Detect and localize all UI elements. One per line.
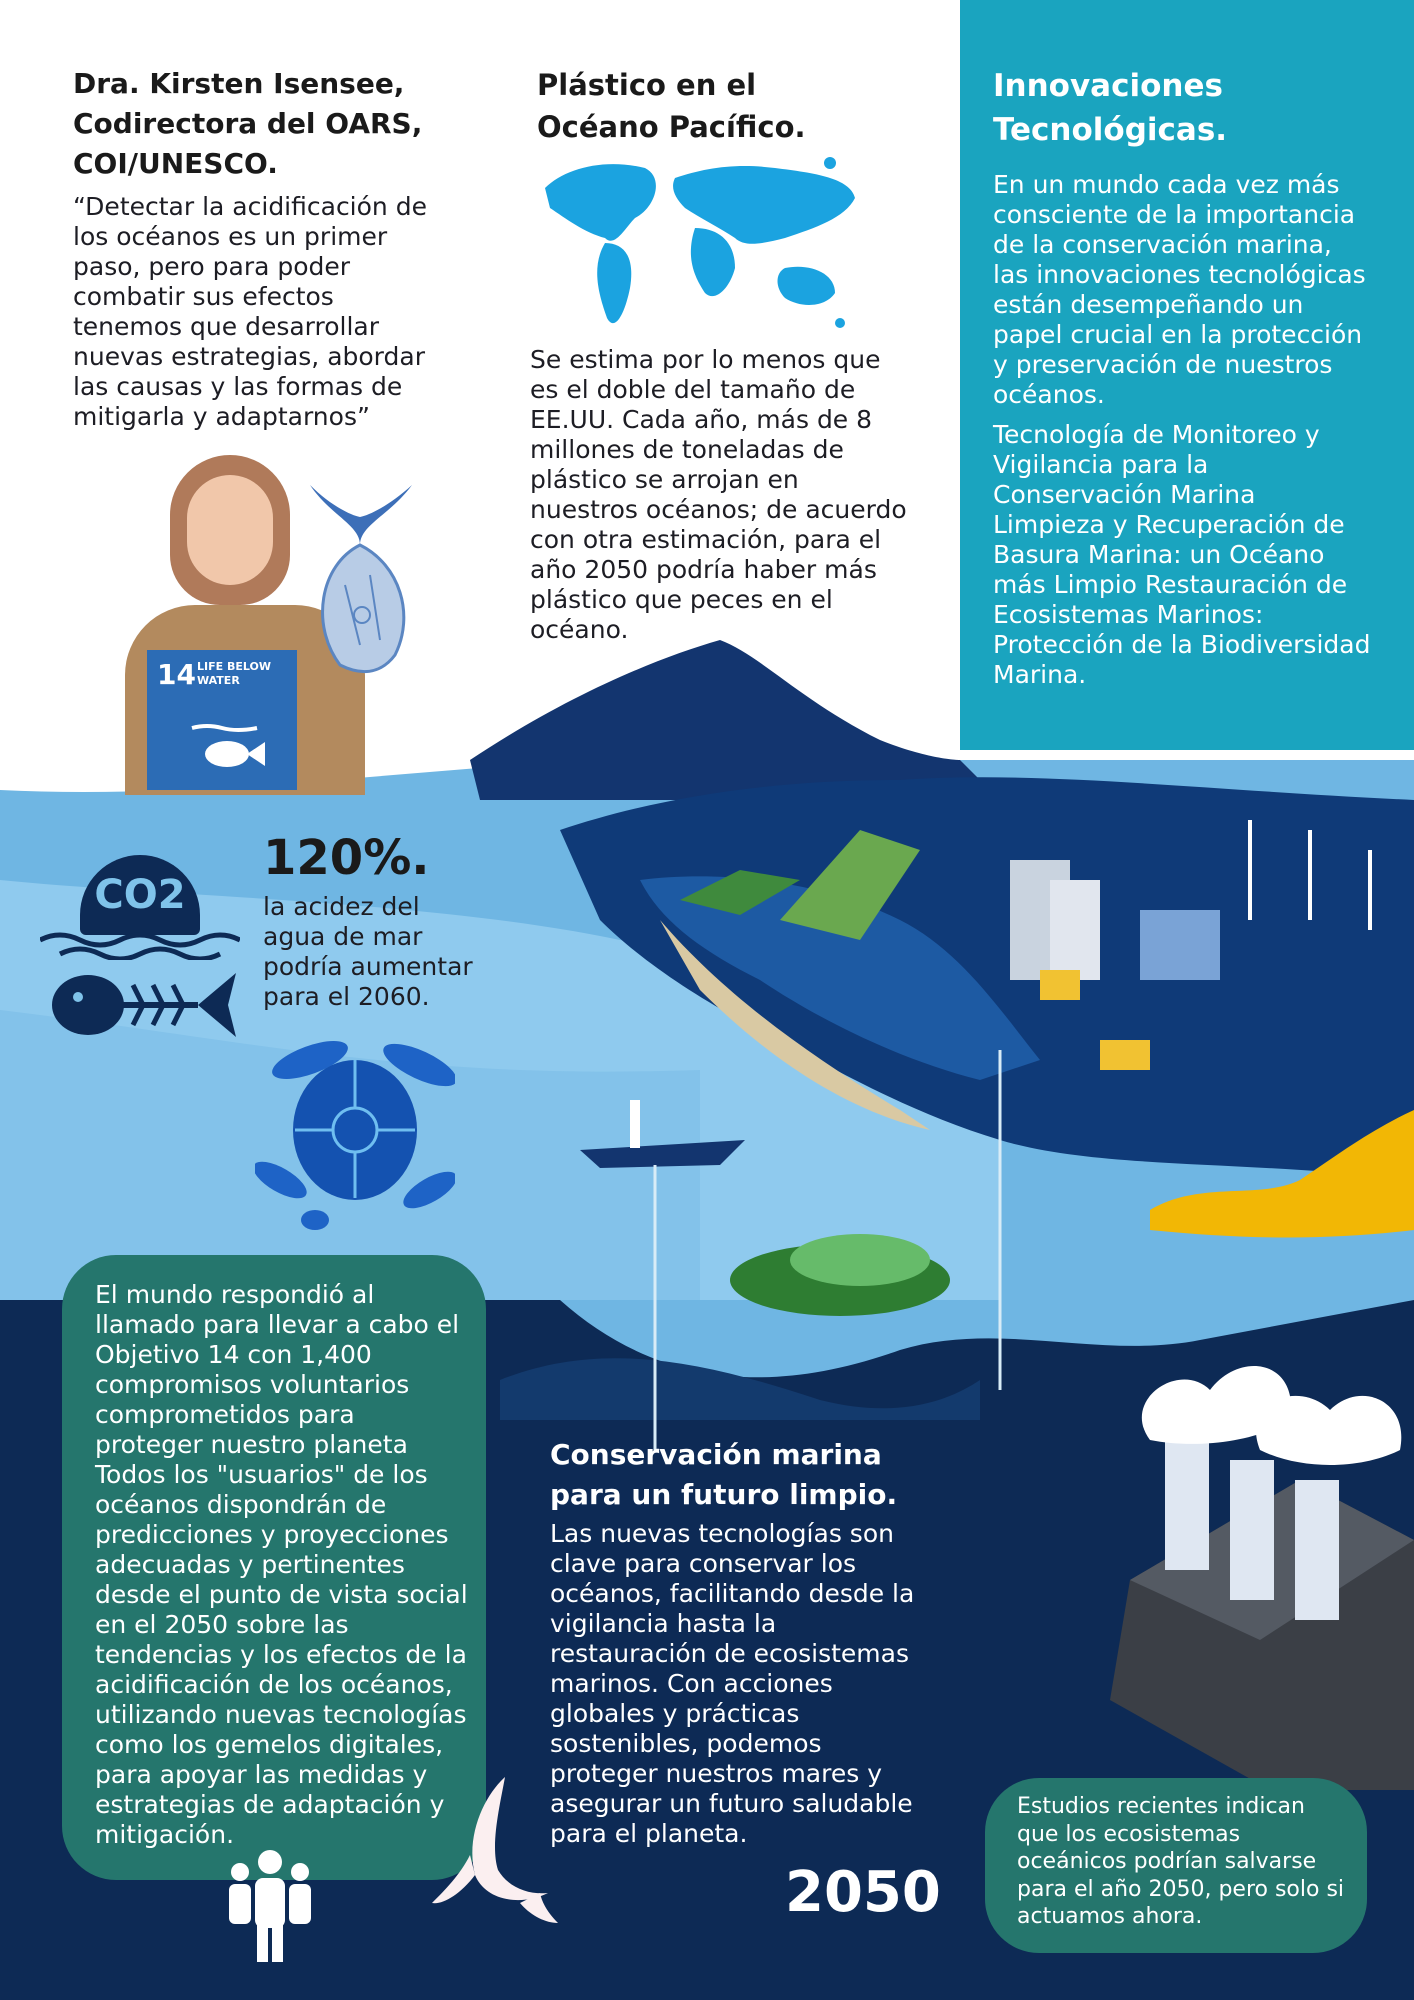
conservation-text: Las nuevas tecnologías son clave para conservar los océanos, facilitando desde la vigilancia hasta la restauración de ecosistemas marinos. Con acciones globales y prácticas sostenibles, podemos proteger nuestros mares y asegurar un futuro saludable para el planeta. [550,1519,915,1848]
quote-text: “Detectar la acidificación de los océanos es un primer paso, pero para poder combatir sus efectos tenemos que desarrollar nuevas estrategias, abordar las causas y las formas de mitigarla y adaptarnos” [73,192,427,431]
innovation-title: Innovaciones Tecnológicas. [993,68,1228,148]
year-2050: 2050 [785,1860,941,1925]
portrait-face [187,475,273,585]
acidity-stat: 120%. [263,830,430,886]
commitments-text: El mundo respondió al llamado para llevar a cabo el Objetivo 14 con 1,400 compromisos voluntarios comprometidos para proteger nuestro planeta Todos los "usuarios" de los océanos dispondrán de predicciones y proyecciones adecuadas y pertinentes desde el punto de vista social en el 2050 sobre las tendencias y los efectos de la acidificación de los océanos, utilizando nuevas tecnologías como los gemelos digitales, para apoyar las medidas y estrategias de adaptación y mitigación. [95,1280,468,1849]
innovation-section [993,64,1373,690]
sdg-number: 14 [157,658,196,691]
world-map-icon [535,148,865,338]
fish-bones-icon [48,965,238,1045]
waves-icon [40,930,240,960]
quote-author: Dra. Kirsten Isensee, Codirectora del OARS, COI/UNESCO. [73,67,423,180]
plastic-section [537,64,837,148]
conservation-title: Conservación marina para un futuro limpio. [550,1438,898,1511]
innovation-paragraph-2: Tecnología de Monitoreo y Vigilancia para la Conservación Marina Limpieza y Recuperación de Basura Marina: un Océano más Limpio Restauración de Ecosistemas Marinos: Protección de la Biodiversidad Marina. [993,420,1371,689]
conservation-section [550,1435,930,1849]
co2-icon [80,855,200,935]
quote-section [73,64,433,432]
people-icon [225,1848,315,1963]
plastic-text: Se estima por lo menos que es el doble del tamaño de EE.UU. Cada año, más de 8 millones de toneladas de plástico se arrojan en nuestros océanos; de acuerdo con otra estimación, para el año 2050 podría haber más plástico que peces en el océano. [530,345,907,644]
fish-icon [430,1775,560,1925]
sdg-card [147,650,297,790]
acidity-text: la acidez del agua de mar podría aumentar para el 2060. [263,892,473,1011]
sdg-label: LIFE BELOW WATER [197,660,271,687]
acidity-section [263,830,483,1012]
co2-label: CO2 [94,872,186,918]
fish-icon [187,720,267,770]
sea-turtle-icon [255,1040,455,1230]
innovation-paragraph-1: En un mundo cada vez más consciente de la importancia de la conservación marina, las innovaciones tecnológicas están desempeñando un papel crucial en la protección y preservación de nuestros océanos. [993,170,1366,409]
studies-text: Estudios recientes indican que los ecosistemas oceánicos podrían salvarse para el año 2050, pero solo si actuamos ahora. [1017,1794,1345,1929]
whale-tail-icon [300,475,420,675]
plastic-title: Plástico en el Océano Pacífico. [537,68,806,144]
